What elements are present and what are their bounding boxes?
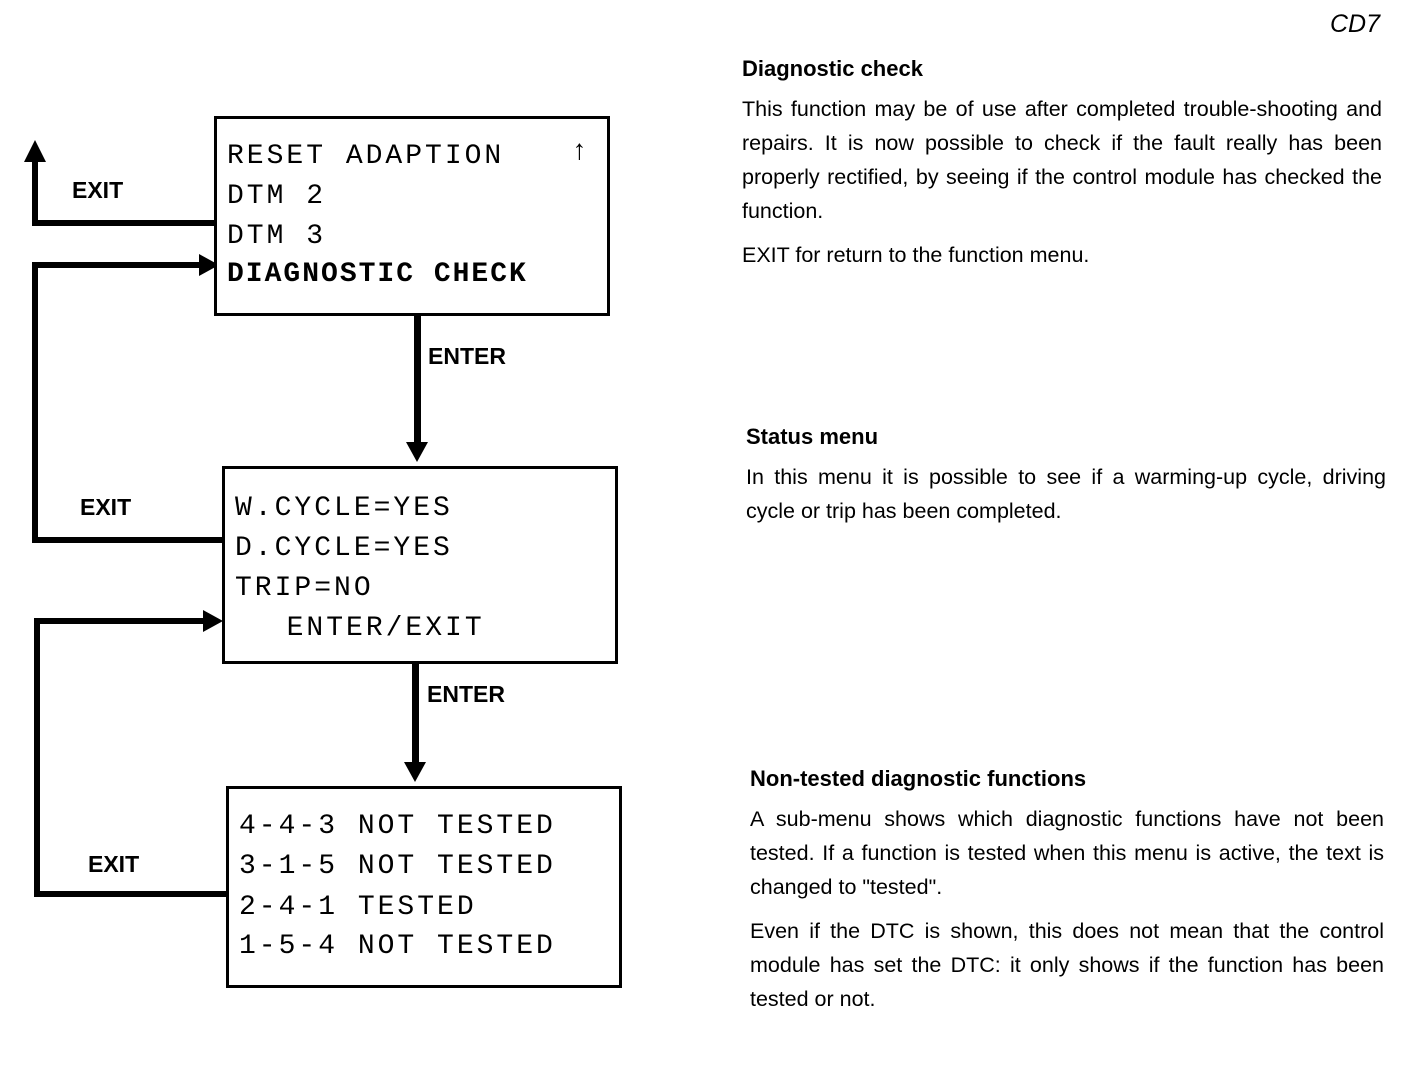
enter-2-label: ENTER — [427, 681, 505, 707]
menu-line-dtm-3: DTM 3 — [227, 221, 327, 252]
exit-2-label: EXIT — [80, 494, 132, 520]
section-nontested — [750, 766, 1384, 1026]
exit-1-arrow-up-icon — [24, 140, 46, 162]
scroll-up-arrow-icon: ↑ — [571, 137, 591, 168]
enter-1-label: ENTER — [428, 343, 506, 369]
exit-1-wire-horizontal — [32, 220, 218, 226]
section-paragraph: This function may be of use after completed trouble-shooting and repairs. It is now possible to check if the fault really has been properly rectified, by seeing if the control module has checked the function. — [742, 97, 1382, 223]
exit-3-wire-bottom — [34, 891, 230, 897]
exit-3-arrow-right-icon — [203, 610, 223, 632]
exit-3-wire-top — [34, 618, 204, 624]
status-line-enter-exit: ENTER/EXIT — [247, 613, 485, 644]
enter-1-arrow-down-icon — [406, 442, 428, 462]
status-screen — [222, 466, 618, 664]
menu-screen — [214, 116, 610, 316]
menu-line-diagnostic-check: DIAGNOSTIC CHECK — [227, 259, 528, 290]
section-status-menu — [746, 424, 1386, 538]
nontested-screen — [226, 786, 622, 988]
nontested-line-4: 1-5-4 NOT TESTED — [239, 931, 556, 962]
exit-2-wire-bottom — [32, 537, 226, 543]
section-diagnostic-check — [742, 56, 1382, 282]
exit-1-label: EXIT — [72, 177, 124, 203]
section-paragraph: EXIT for return to the function menu. — [742, 243, 1090, 267]
nontested-line-2: 3-1-5 NOT TESTED — [239, 851, 556, 882]
section-title: Diagnostic check — [742, 56, 923, 81]
section-paragraph: In this menu it is possible to see if a warming-up cycle, driving cycle or trip has been completed. — [746, 465, 1386, 523]
enter-2-wire — [412, 662, 419, 764]
section-paragraph: Even if the DTC is shown, this does not mean that the control module has set the DTC: it only shows if the function has been tested or not. — [750, 919, 1384, 1011]
nontested-line-1: 4-4-3 NOT TESTED — [239, 811, 556, 842]
exit-2-wire-top — [32, 262, 200, 268]
status-line-trip: TRIP=NO — [235, 573, 374, 604]
section-paragraph: A sub-menu shows which diagnostic functions have not been tested. If a function is tested when this menu is active, the text is changed to "tested". — [750, 807, 1384, 899]
exit-3-label: EXIT — [88, 851, 140, 877]
status-line-w-cycle: W.CYCLE=YES — [235, 493, 453, 524]
exit-1-wire-vertical — [32, 160, 38, 226]
menu-line-dtm-2: DTM 2 — [227, 181, 327, 212]
section-title: Status menu — [746, 424, 879, 449]
menu-line-reset-adaption: RESET ADAPTION — [227, 141, 505, 172]
page-code: CD7 — [1329, 10, 1380, 38]
status-line-d-cycle: D.CYCLE=YES — [235, 533, 453, 564]
enter-2-arrow-down-icon — [404, 762, 426, 782]
exit-3-wire-vertical — [34, 618, 40, 897]
nontested-line-3: 2-4-1 TESTED — [239, 892, 477, 923]
enter-1-wire — [414, 312, 421, 444]
section-title: Non-tested diagnostic functions — [750, 766, 1087, 791]
exit-2-wire-vertical — [32, 262, 38, 543]
